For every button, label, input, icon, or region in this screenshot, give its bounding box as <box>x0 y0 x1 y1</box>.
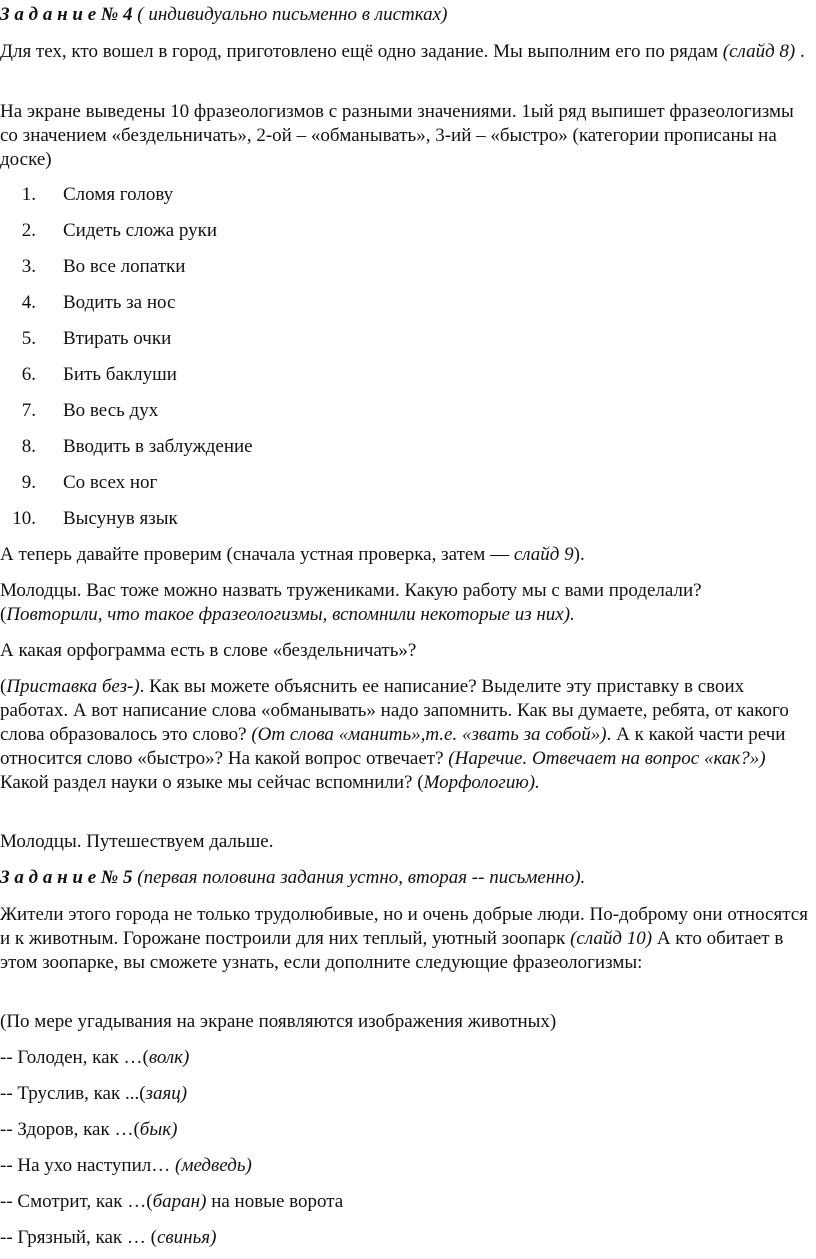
list-item-number: 7. <box>21 400 36 421</box>
list-item-number: 10. <box>12 508 36 529</box>
list-item <box>0 435 808 459</box>
list-item-text: Во весь дух <box>63 400 159 421</box>
task-5-label: З а д а н и е № 5 <box>0 867 133 888</box>
paragraph-8 <box>0 903 808 975</box>
paragraph-2 <box>0 100 808 172</box>
animal-line <box>0 1226 808 1250</box>
paragraph-4 <box>0 579 808 627</box>
paragraph-6 <box>0 675 808 795</box>
paragraph-6-answer-1: Приставка без-) <box>6 676 140 697</box>
list-item-number: 6. <box>21 364 36 385</box>
list-item-text: Сломя голову <box>63 184 174 205</box>
paragraph-9 <box>0 1010 808 1034</box>
animal-line <box>0 1082 808 1106</box>
paragraph-5 <box>0 639 808 663</box>
list-item-text: Сидеть сложа руки <box>63 220 218 241</box>
animal-line <box>0 1046 808 1070</box>
paragraph-7-text: Молодцы. Путешествуем дальше. <box>0 831 274 852</box>
list-item-number: 5. <box>21 328 36 349</box>
list-item <box>0 507 808 531</box>
list-item-text: Бить баклуши <box>63 364 177 385</box>
list-item-text: Во все лопатки <box>63 256 186 277</box>
animal-line-answer: волк) <box>148 1047 190 1068</box>
paragraph-6-open: ( <box>0 676 7 697</box>
paragraph-1 <box>0 40 808 64</box>
paragraph-7 <box>0 830 808 854</box>
task-4-label: З а д а н и е № 4 <box>0 4 133 25</box>
animal-line-answer: свинья) <box>156 1227 217 1248</box>
list-item <box>0 255 808 279</box>
animal-line-text: -- Голоден, как …( <box>0 1047 149 1068</box>
list-item-number: 4. <box>21 292 36 313</box>
task-5-note: (первая половина задания устно, вторая -- письменно). <box>132 867 586 888</box>
paragraph-4-text: Молодцы. Вас тоже можно назвать тружениками. Какую работу мы с вами проделали? ( <box>0 580 702 625</box>
paragraph-5-text: А какая орфограмма есть в слове «бездельничать»? <box>0 640 417 661</box>
paragraph-6-answer-2: (От слова «манить»,т.е. «звать за собой») <box>251 724 607 745</box>
animal-line-text: -- На ухо наступил… <box>0 1155 175 1176</box>
paragraph-3-end: ). <box>573 544 585 565</box>
animal-line-text: -- Смотрит, как …( <box>0 1191 153 1212</box>
animal-line-answer: бык) <box>139 1119 178 1140</box>
paragraph-6-text-2: . А к какой части речи относится слово «быстро»? На какой вопрос отвечает? <box>0 724 786 769</box>
task-4-heading <box>0 3 808 27</box>
paragraph-6-answer-4: Морфологию). <box>423 772 540 793</box>
list-item-text: Водить за нос <box>63 292 176 313</box>
list-item-text: Высунув язык <box>63 508 178 529</box>
animal-line-answer: баран) <box>152 1191 207 1212</box>
list-item-text: Вводить в заблуждение <box>63 436 253 457</box>
paragraph-8-text: Жители этого города не только трудолюбивые, но и очень добрые люди. По-доброму они относятся и к животным. Горожане построили для них теплый, уютный зоопарк <box>0 904 808 949</box>
animal-line <box>0 1118 808 1142</box>
list-item-number: 9. <box>21 472 36 493</box>
list-item <box>0 399 808 423</box>
paragraph-9-text: (По мере угадывания на экране появляются изображения животных) <box>0 1011 557 1032</box>
animal-line-text: -- Грязный, как … ( <box>0 1227 157 1248</box>
list-item-number: 3. <box>21 256 36 277</box>
paragraph-3-slide: слайд 9 <box>513 544 574 565</box>
paragraph-3-text: А теперь давайте проверим (сначала устная проверка, затем — <box>0 544 514 565</box>
paragraph-6-text-3: Какой раздел науки о языке мы сейчас вспомнили? ( <box>0 772 424 793</box>
paragraph-1-slide: (слайд 8) <box>722 41 796 62</box>
list-item <box>0 471 808 495</box>
paragraph-2-text: На экране выведены 10 фразеологизмов с разными значениями. 1ый ряд выпишет фразеологизмы со значением «бездельничать», 2-ой – «обманывать», 3-ий – «быстро» (категории прописаны на доске) <box>0 101 794 170</box>
list-item-text: Втирать очки <box>63 328 172 349</box>
list-item-number: 8. <box>21 436 36 457</box>
list-item <box>0 363 808 387</box>
task-4-note: ( индивидуально письменно в листках) <box>137 4 448 25</box>
list-item <box>0 219 808 243</box>
list-item <box>0 327 808 351</box>
animal-line <box>0 1190 808 1214</box>
paragraph-6-answer-3: (Наречие. Отвечает на вопрос «как?») <box>448 748 766 769</box>
animal-line-answer: (медведь) <box>175 1155 252 1176</box>
paragraph-8-slide: (слайд 10) <box>570 928 653 949</box>
list-item-number: 1. <box>21 184 36 205</box>
task-5-heading <box>0 866 808 890</box>
animal-line-answer: заяц) <box>145 1083 188 1104</box>
list-item-number: 2. <box>21 220 36 241</box>
animal-line-text: -- Здоров, как …( <box>0 1119 140 1140</box>
list-item <box>0 291 808 315</box>
paragraph-1-text: Для тех, кто вошел в город, приготовлено ещё одно задание. Мы выполним его по рядам <box>0 41 723 62</box>
animal-line-text: -- Труслив, как ...( <box>0 1083 146 1104</box>
paragraph-1-end: . <box>795 41 805 62</box>
animal-line <box>0 1154 808 1178</box>
animal-line-tail: на новые ворота <box>206 1191 344 1212</box>
paragraph-4-answer: Повторили, что такое фразеологизмы, вспомнили некоторые из них). <box>6 604 575 625</box>
paragraph-8-end: А кто обитает в этом зоопарке, вы сможете узнать, если дополните следующие фразеологизмы: <box>0 928 784 973</box>
list-item <box>0 183 808 207</box>
paragraph-3 <box>0 543 808 567</box>
list-item-text: Со всех ног <box>63 472 158 493</box>
paragraph-6-text-1: . Как вы можете объяснить ее написание? Выделите эту приставку в своих работах. А вот написание слова «обманывать» надо запомнить. Как вы думаете, ребята, от какого слова образовалось это слово? <box>0 676 789 745</box>
